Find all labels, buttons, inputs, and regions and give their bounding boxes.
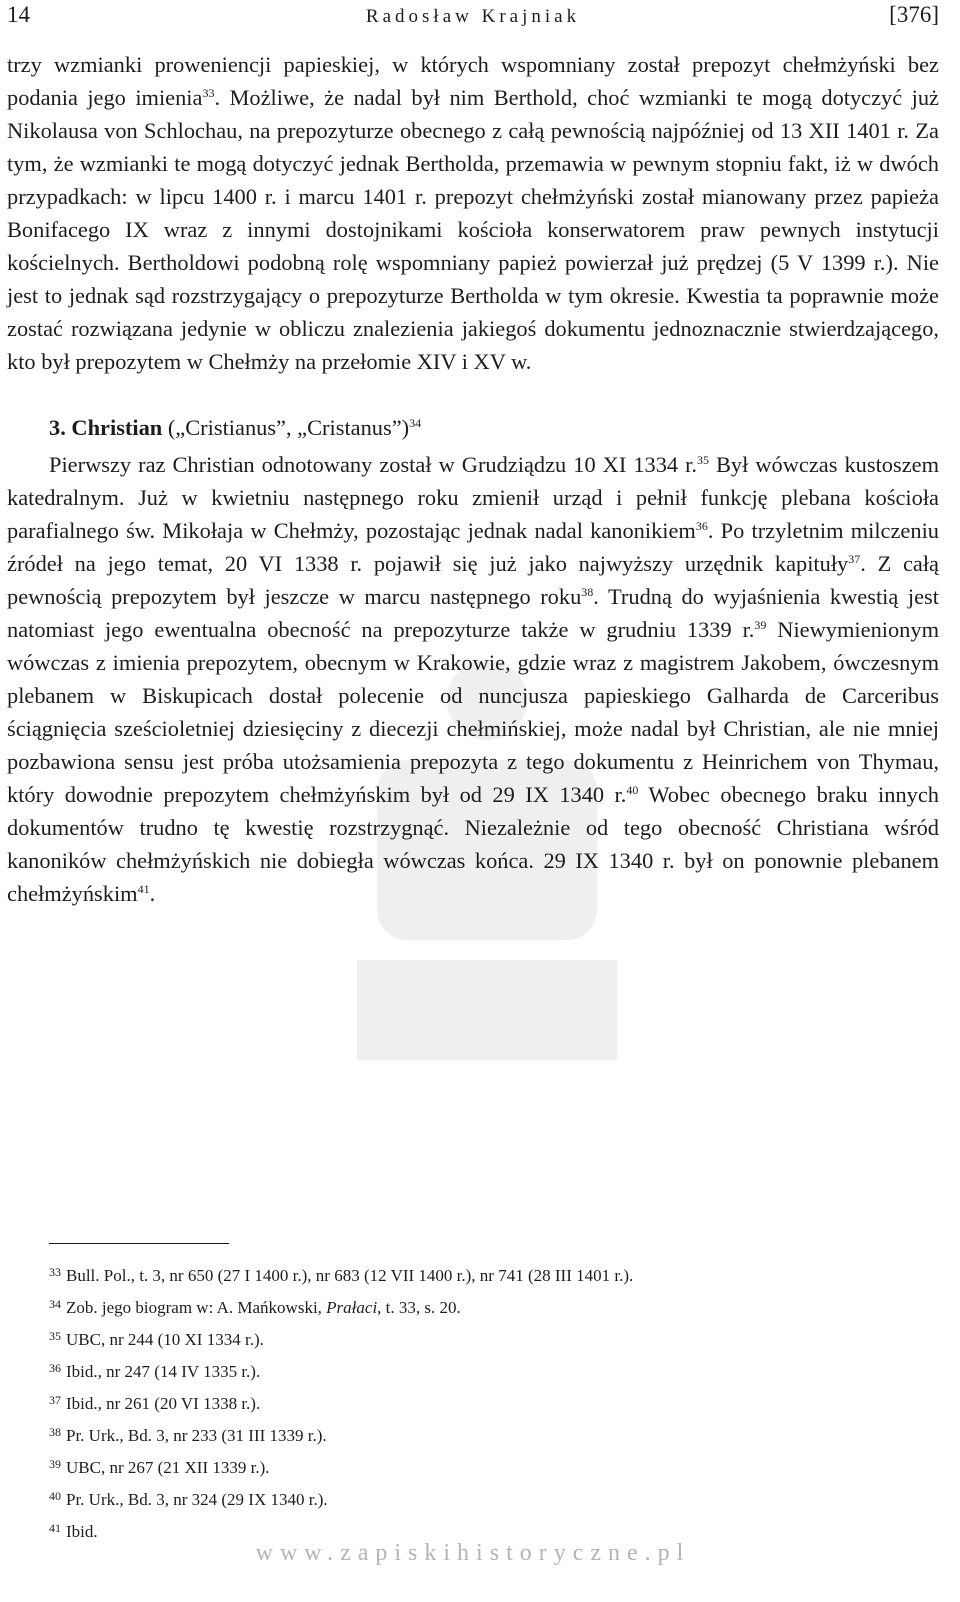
footnote-number: 34: [49, 1297, 61, 1311]
text-run: Pierwszy raz Christian odnotowany został w Grudziądzu 10 XI 1334 r.: [49, 452, 697, 477]
paragraph-2: [7, 448, 939, 910]
footnote-ref[interactable]: 37: [848, 552, 861, 566]
footnote-ref[interactable]: 35: [696, 453, 709, 467]
footnote-ref[interactable]: 33: [202, 86, 215, 100]
footnote-ref[interactable]: 36: [695, 519, 708, 533]
footnotes: [49, 1258, 929, 1546]
text-run: .: [149, 881, 156, 906]
footnote-text: , t. 33, s. 20.: [377, 1298, 461, 1317]
text-run: Wobec obecnego braku innych dokumentów trudno tę kwestię rozstrzygnąć. Niezależnie od tego obecność Christiana wśród kanoników chełmżyńskich nie dobiegła wówczas końca. 29 IX 1340 r. był on ponownie plebanem chełmżyńskim: [7, 782, 939, 906]
footnote-ref[interactable]: 40: [626, 783, 639, 797]
footnote: [49, 1322, 929, 1354]
footnote-number: 33: [49, 1265, 61, 1279]
footer-url[interactable]: www.zapiskihistoryczne.pl: [255, 1540, 691, 1566]
text-run: . Z całą pewnością prepozytem był jeszcze w marcu następnego roku: [7, 551, 939, 609]
footnote-text: Ibid., nr 261 (20 VI 1338 r.).: [66, 1394, 261, 1413]
footnote-number: 38: [49, 1425, 61, 1439]
text-run: Niewymienionym wówczas z imienia prepozytem, obecnym w Krakowie, gdzie wraz z magistrem Jakobem, ówczesnym plebanem w Biskupicach dostał polecenie od nuncjusza papieskiego Galharda de Carceribus ściągnięcia sześcioletniej dziesięciny z diecezji chełmińskiej, może nadal był Christian, ale nie mniej pozbawiona sensu jest próba utożsamienia prepozyta z tego dokumentu z Heinrichem von Thymau, który dowodnie prepozytem chełmżyńskim był od 29 IX 1340 r.: [7, 617, 939, 807]
footnote-number: 41: [49, 1521, 61, 1535]
footnote: [49, 1418, 929, 1450]
footnote-text: Pr. Urk., Bd. 3, nr 324 (29 IX 1340 r.).: [66, 1490, 328, 1509]
page-number: 14: [7, 2, 30, 27]
footnote-number: 39: [49, 1457, 61, 1471]
footnote-text: Ibid., nr 247 (14 IV 1335 r.).: [66, 1362, 261, 1381]
footnote: [49, 1450, 929, 1482]
footnote-text: UBC, nr 267 (21 XII 1339 r.).: [66, 1458, 270, 1477]
footnote: [49, 1482, 929, 1514]
footnote-title-italic: Prałaci: [326, 1298, 378, 1317]
footnote: [49, 1354, 929, 1386]
running-header-author: Radosław Krajniak: [365, 6, 581, 27]
footnote-number: 40: [49, 1489, 61, 1503]
main-text: [7, 48, 939, 910]
section-title: Christian: [71, 415, 163, 440]
footnote-separator: [49, 1243, 229, 1244]
document-page: [7, 0, 939, 1602]
footnote: [49, 1258, 929, 1290]
original-page-ref: [376]: [889, 2, 939, 27]
footnote: [49, 1290, 929, 1322]
text-run: Był wówczas kustoszem katedralnym. Już w kwietniu następnego roku zmienił urząd i pełnił funkcję plebana kościoła parafialnego św. Mikołaja w Chełmży, pozostając jednak nadal kanonikiem: [7, 452, 939, 543]
footnote-number: 36: [49, 1361, 61, 1375]
footnote-ref[interactable]: 38: [581, 585, 594, 599]
text-run: . Po trzyletnim milczeniu źródeł na jego temat, 20 VI 1338 r. pojawił się już jako najwyższy urzędnik kapituły: [7, 518, 939, 576]
footnote-ref[interactable]: 39: [754, 618, 767, 632]
footnote-number: 37: [49, 1393, 61, 1407]
section-number: 3.: [49, 415, 66, 440]
footnote: [49, 1386, 929, 1418]
footnote-text: Zob. jego biogram w: A. Mańkowski,: [66, 1298, 327, 1317]
footnote-text: Pr. Urk., Bd. 3, nr 233 (31 III 1339 r.).: [66, 1426, 327, 1445]
running-header: [7, 0, 939, 32]
paragraph-1: [7, 48, 939, 378]
section-heading: [7, 411, 939, 444]
footnote-ref[interactable]: 41: [137, 882, 150, 896]
text-run: . Możliwe, że nadal był nim Berthold, choć wzmianki te mogą dotyczyć już Nikolausa von Schlochau, na prepozyturze obecnego z całą pewnością najpóźniej od 13 XII 1401 r. Za tym, że wzmianki te mogą dotyczyć jednak Bertholda, przemawia w pewnym stopniu fakt, iż w dwóch przypadkach: w lipcu 1400 r. i marcu 1401 r. prepozyt chełmżyński został mianowany przez papieża Bonifacego IX wraz z innymi dostojnikami kościoła konserwatorem praw pewnych instytucji kościelnych. Bertholdowi podobną rolę wspomniany papież powierzał już prędzej (5 V 1399 r.). Nie jest to jednak sąd rozstrzygający o prepozyturze Bertholda w tym okresie. Kwestia ta poprawnie może zostać rozwiązana jedynie w obliczu znalezienia jakiegoś dokumentu jednoznacznie stwierdzającego, kto był prepozytem w Chełmży na przełomie XIV i XV w.: [7, 85, 939, 374]
footnote-text: Bull. Pol., t. 3, nr 650 (27 I 1400 r.), nr 683 (12 VII 1400 r.), nr 741 (28 III 1401 r.).: [66, 1266, 634, 1285]
footnote-text: Ibid.: [66, 1522, 98, 1541]
text-run: trzy wzmianki proweniencji papieskiej, w których wspomniany został prepozyt chełmżyński bez podania jego imienia: [7, 52, 939, 110]
footnote-text: UBC, nr 244 (10 XI 1334 r.).: [66, 1330, 264, 1349]
text-run: . Trudną do wyjaśnienia kwestią jest natomiast jego ewentualna obecność na prepozyturze także w grudniu 1339 r.: [7, 584, 939, 642]
footnote-number: 35: [49, 1329, 61, 1343]
footnote-ref[interactable]: 34: [409, 416, 422, 430]
section-aliases: („Cristianus”, „Cristanus”): [167, 415, 410, 440]
